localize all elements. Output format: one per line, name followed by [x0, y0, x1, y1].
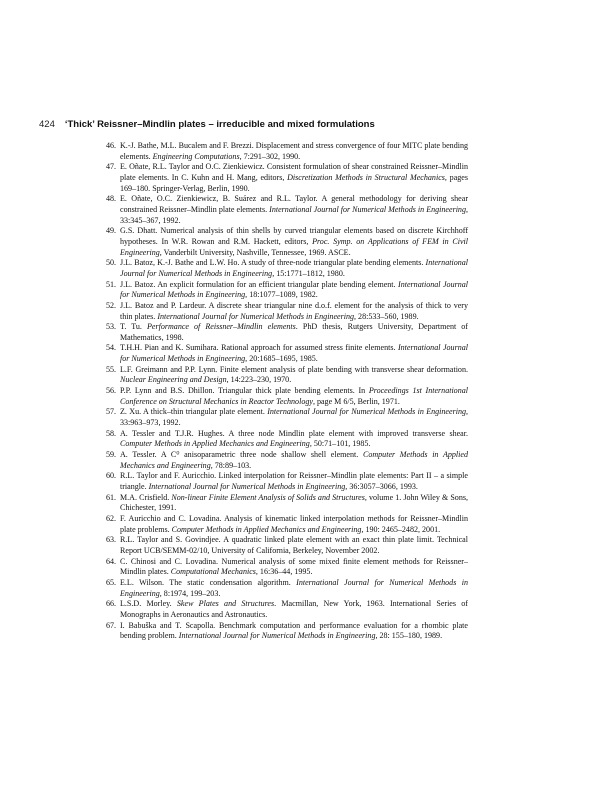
reference-item: [92, 557, 468, 578]
reference-text-segment: , 28:533–560, 1989.: [354, 311, 419, 321]
reference-number: 64.: [105, 556, 116, 566]
reference-source-title: International Journal for Numerical Methods in Engineering: [120, 577, 468, 598]
reference-source-title: International Journal for Numerical Methods in Engineering: [178, 631, 376, 641]
reference-text: [120, 493, 468, 514]
reference-item: [92, 621, 468, 642]
reference-text-segment: A. Tessler. A C⁰ anisoparametric three node shallow shell element.: [120, 450, 363, 460]
reference-text: [120, 450, 468, 471]
reference-source-title: Engineering Computations: [152, 151, 240, 161]
reference-text: [120, 141, 468, 162]
reference-source-title: Computer Methods in Applied Mechanics and Engineering: [171, 524, 362, 534]
reference-text-segment: , 8:1974, 199–203.: [159, 588, 221, 598]
reference-source-title: Discretization Methods in Structural Mechanics: [287, 172, 445, 182]
reference-text-segment: . Macmillan, New York, 1963. International Series of Monographs in Aeronautics and Astronautics.: [120, 599, 468, 619]
reference-text-segment: , Vanderbilt University, Nashville, Tennessee, 1969. ASCE.: [159, 247, 351, 257]
reference-text-segment: J.L. Batoz, K.-J. Bathe and L.W. Ho. A study of three-node triangular plate bending elements.: [120, 258, 426, 268]
reference-text: [120, 386, 468, 407]
reference-text-segment: A. Tessler and T.J.R. Hughes. A three node Mindlin plate element with improved transverse shear.: [120, 428, 468, 438]
reference-text-segment: E. Oñate, R.L. Taylor and O.C. Zienkiewicz. Consistent formulation of shear constrained Reissner–Mindlin plate elements. In C. Kuhn and H. Mang, editors,: [120, 162, 468, 182]
reference-number: 65.: [105, 577, 116, 587]
reference-source-title: International Journal for Numerical Methods in Engineering: [120, 343, 468, 364]
reference-text: [120, 194, 468, 226]
reference-text-segment: , 190: 2465–2482, 2001.: [361, 524, 441, 534]
reference-source-title: Skew Plates and Structures: [176, 599, 275, 609]
reference-source-title: International Journal for Numerical Methods in Engineering: [148, 482, 346, 491]
reference-source-title: Performance of Reissner–Mindlin elements: [146, 322, 296, 332]
reference-source-title: International Journal for Numerical Methods in Engineering: [120, 258, 468, 278]
reference-item: [92, 162, 468, 194]
reference-text-segment: , 7:291–302, 1990.: [239, 151, 301, 161]
reference-text: [120, 599, 468, 620]
reference-number: 59.: [105, 450, 116, 460]
reference-item: [92, 365, 468, 386]
reference-text: [120, 322, 468, 343]
reference-item: [92, 599, 468, 620]
reference-text-segment: E.L. Wilson. The static condensation algorithm.: [120, 577, 297, 587]
reference-text-segment: P.P. Lynn and B.S. Dhillon. Triangular thick plate bending elements. In: [120, 386, 369, 396]
reference-number: 47.: [105, 162, 116, 172]
reference-text-segment: T. Tu.: [120, 322, 147, 332]
reference-item: [92, 301, 468, 322]
reference-number: 55.: [105, 364, 116, 374]
reference-text: [120, 301, 468, 322]
reference-text: [120, 280, 468, 301]
reference-item: [92, 343, 468, 364]
reference-text: [120, 578, 468, 599]
reference-source-title: Non-linear Finite Element Analysis of Solids and Structures: [171, 492, 365, 502]
reference-text-segment: F. Auricchio and C. Lovadina. Analysis of kinematic linked interpolation methods for Reissner–Mindlin plate problems.: [120, 513, 468, 534]
reference-text-segment: K.-J. Bathe, M.L. Bucalem and F. Brezzi. Displacement and stress convergence of four MITC plate bending elements.: [120, 141, 468, 161]
reference-item: [92, 471, 468, 492]
reference-text: [120, 535, 468, 556]
reference-number: 62.: [105, 513, 116, 523]
reference-number: 48.: [105, 194, 116, 204]
reference-text: [120, 343, 468, 364]
page-number: 424: [39, 119, 55, 130]
reference-text-segment: , 28: 155–180, 1989.: [375, 631, 443, 641]
reference-text: [120, 365, 468, 386]
reference-number: 60.: [105, 471, 116, 481]
reference-item: [92, 280, 468, 301]
reference-number: 67.: [105, 620, 116, 630]
reference-text: [120, 226, 468, 258]
reference-text-segment: T.H.H. Pian and K. Sumihara. Rational approach for assumed stress finite elements.: [120, 343, 398, 353]
reference-text-segment: M.A. Crisfield.: [120, 492, 172, 502]
reference-text-segment: L.S.D. Morley.: [120, 599, 177, 609]
reference-text: [120, 407, 468, 428]
reference-text-segment: , 14:223–230, 1970.: [226, 375, 292, 385]
reference-item: [92, 386, 468, 407]
reference-source-title: Proceedings 1st International Conference on Structural Mechanics in Reactor Technology: [120, 386, 468, 406]
reference-text-segment: , 36:3057–3066, 1993.: [345, 482, 418, 491]
reference-number: 57.: [105, 407, 116, 417]
reference-text-segment: I. Babuška and T. Scapolla. Benchmark computation and performance evaluation for a rhombic plate bending problem.: [120, 620, 468, 641]
reference-item: [92, 578, 468, 599]
reference-number: 46.: [105, 141, 116, 150]
reference-source-title: International Journal for Numerical Methods in Engineering: [267, 407, 466, 417]
reference-text-segment: G.S. Dhatt. Numerical analysis of thin shells by curved triangular elements based on discrete Kirchhoff hypotheses. In W.R. Rowan and R.M. Hackett, editors,: [120, 226, 468, 246]
reference-text-segment: , 20:1685–1695, 1985.: [245, 354, 318, 364]
reference-text: [120, 471, 468, 492]
reference-number: 58.: [105, 428, 116, 438]
reference-text: [120, 514, 468, 535]
reference-number: 61.: [105, 492, 116, 502]
reference-item: [92, 407, 468, 428]
reference-number: 56.: [105, 386, 116, 396]
reference-item: [92, 322, 468, 343]
reference-item: [92, 429, 468, 450]
reference-number: 63.: [105, 535, 116, 545]
reference-text-segment: , 78:89–103.: [210, 460, 252, 470]
running-header: [39, 114, 559, 132]
reference-text-segment: , 33:963–973, 1992.: [120, 407, 469, 428]
reference-text-segment: . PhD thesis, Rutgers University, Department of Mathematics, 1998.: [120, 322, 468, 342]
reference-item: [92, 535, 468, 556]
reference-item: [92, 514, 468, 535]
reference-text-segment: , 50:71–101, 1985.: [309, 439, 371, 449]
reference-text-segment: , page M 6/5, Berlin, 1971.: [312, 396, 400, 406]
reference-item: [92, 226, 468, 258]
reference-number: 51.: [105, 279, 116, 289]
reference-list: [92, 141, 468, 642]
reference-text-segment: , 16:36–44, 1995.: [255, 567, 313, 577]
reference-source-title: Nuclear Engineering and Design: [120, 375, 227, 385]
reference-text-segment: R.L. Taylor and S. Govindjee. A quadratic linked plate element with an exact thin plate limit. Technical Report UCB/SEMM-02/10, University of California, Berkeley, November 2002.: [120, 535, 468, 555]
reference-number: 54.: [105, 343, 116, 353]
reference-number: 52.: [105, 300, 116, 310]
reference-item: [92, 141, 468, 162]
reference-item: [92, 258, 468, 279]
reference-number: 49.: [105, 226, 116, 236]
reference-source-title: International Journal for Numerical Methods in Engineering: [269, 204, 466, 214]
reference-text-segment: , pages 169–180. Springer-Verlag, Berlin, 1990.: [120, 172, 468, 193]
reference-text: [120, 621, 468, 642]
reference-number: 66.: [105, 599, 116, 609]
reference-item: [92, 194, 468, 226]
reference-text: [120, 258, 468, 279]
reference-text-segment: C. Chinosi and C. Lovadina. Numerical analysis of some mixed finite element methods for Reissner–Mindlin plates.: [120, 556, 468, 577]
reference-source-title: Computer Methods in Applied Mechanics and Engineering: [120, 450, 469, 470]
reference-text: [120, 429, 468, 450]
reference-text: [120, 557, 468, 578]
reference-text-segment: , volume 1. John Wiley & Sons, Chichester, 1991.: [120, 492, 469, 513]
reference-text-segment: J.L. Batoz and P. Lardeur. A discrete shear triangular nine d.o.f. element for the analysis of thick to very thin plates.: [120, 300, 468, 321]
reference-item: [92, 450, 468, 471]
reference-number: 50.: [105, 258, 116, 268]
reference-text-segment: J.L. Batoz. An explicit formulation for an efficient triangular plate bending element.: [120, 279, 399, 289]
reference-source-title: Proc. Symp. on Applications of FEM in Civil Engineering: [120, 236, 469, 257]
reference-number: 53.: [105, 322, 116, 332]
reference-text-segment: E. Oñate, O.C. Zienkiewicz, B. Suárez and R.L. Taylor. A general methodology for deriving shear constrained Reissner–Mindlin plate elements.: [120, 194, 468, 214]
reference-text-segment: R.L. Taylor and F. Auricchio. Linked interpolation for Reissner–Mindlin plate elements: Part II – a simple triangle.: [120, 471, 468, 491]
reference-text-segment: , 33:345–367, 1992.: [120, 204, 468, 225]
running-title: ‘Thick’ Reissner–Mindlin plates – irreducible and mixed formulations: [64, 119, 375, 130]
reference-text: [120, 162, 468, 194]
reference-item: [92, 493, 468, 514]
reference-text-segment: L.F. Greimann and P.P. Lynn. Finite element analysis of plate bending with transverse shear deformation.: [120, 364, 468, 374]
reference-text-segment: , 15:1771–1812, 1980.: [272, 268, 345, 278]
reference-text-segment: Z. Xu. A thick–thin triangular plate element.: [120, 407, 268, 417]
reference-source-title: International Journal for Numerical Methods in Engineering: [120, 279, 469, 300]
reference-text-segment: , 18:1077–1089, 1982.: [245, 290, 318, 300]
reference-source-title: International Journal for Numerical Methods in Engineering: [157, 311, 355, 321]
reference-source-title: Computer Methods in Applied Mechanics and Engineering: [120, 439, 310, 449]
reference-source-title: Computational Mechanics: [170, 567, 256, 577]
